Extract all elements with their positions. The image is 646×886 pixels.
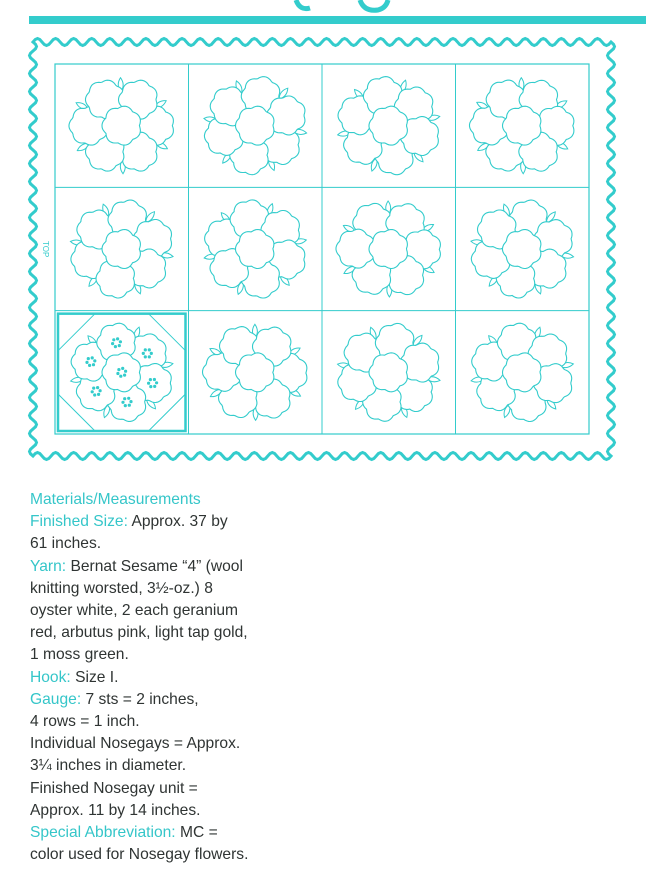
materials-section: [30, 489, 330, 866]
title-glyph-fragment: [290, 0, 410, 14]
flower-center-dot: [117, 368, 120, 371]
special-abbreviation-label: Special Abbreviation:: [30, 824, 176, 842]
flower-center-dot: [99, 389, 102, 392]
flower-center-dot: [148, 348, 151, 351]
special-abbreviation-value-2: color used for Nosegay flowers.: [30, 846, 249, 864]
flower-center-dot: [153, 378, 156, 381]
nosegay-block: [338, 323, 441, 421]
flower-center-dot: [124, 404, 127, 407]
flower-center-dot: [119, 375, 122, 378]
nosegay-block: [471, 200, 574, 298]
flower-center-dot: [127, 397, 130, 400]
nosegay-block: [336, 201, 440, 297]
flower-center-dot: [87, 357, 90, 360]
yarn-value-5: 1 moss green.: [30, 646, 129, 664]
flower-center-dot: [121, 367, 124, 370]
flower-center-dot: [129, 400, 132, 403]
finished-size-label: Finished Size:: [30, 513, 128, 531]
nosegay-block: [203, 324, 307, 420]
gauge-value-2: 4 rows = 1 inch.: [30, 713, 140, 731]
yarn-value-1: Bernat Sesame “4” (wool: [70, 557, 243, 575]
flower-center-dot: [123, 374, 126, 377]
nosegay-line-2: 3¼ inches in diameter.: [30, 757, 187, 775]
flower-center-dot: [149, 385, 152, 388]
flower-center-dot: [93, 393, 96, 396]
special-abbreviation-line: [30, 822, 330, 844]
nosegay-block: [204, 200, 306, 298]
finished-size-value-1: Approx. 37 by: [131, 513, 228, 531]
nosegay-block: [70, 200, 173, 298]
flower-center-dot: [116, 337, 119, 340]
finished-size-value-2: 61 inches.: [30, 535, 102, 553]
materials-heading: Materials/Measurements: [30, 491, 201, 508]
flower-center-dot: [150, 352, 153, 355]
nosegay-block: [58, 314, 186, 431]
flower-center-dot: [93, 359, 96, 362]
flower-center-dot: [114, 345, 117, 348]
gauge-value-1: 7 sts = 2 inches,: [85, 690, 199, 708]
nosegay-line-1: Individual Nosegays = Approx.: [30, 735, 241, 753]
flower-center-dot: [111, 342, 114, 345]
flower-center-dot: [149, 378, 152, 381]
hook-value: Size I.: [75, 668, 119, 686]
flower-center-dot: [153, 385, 156, 388]
flower-center-dot: [96, 386, 99, 389]
gauge-line: [30, 689, 330, 711]
flower-center-dot: [121, 401, 124, 404]
nosegay-block: [338, 77, 440, 175]
flower-center-dot: [92, 363, 95, 366]
top-rule: [29, 16, 646, 24]
flower-center-dot: [118, 344, 121, 347]
flower-center-dot: [88, 364, 91, 367]
yarn-value-2: knitting worsted, 3½-oz.) 8: [30, 579, 213, 597]
flower-center-dot: [85, 361, 88, 364]
flower-center-dot: [144, 348, 147, 351]
yarn-line: [30, 556, 330, 578]
flower-center-dot: [147, 382, 150, 385]
nosegay-block: [471, 323, 573, 421]
flower-center-dot: [155, 381, 158, 384]
hook-label: Hook:: [30, 668, 71, 686]
flower-center-dot: [91, 390, 94, 393]
finished-size-line: [30, 511, 330, 533]
flower-center-dot: [128, 404, 131, 407]
flower-center-dot: [148, 355, 151, 358]
flower-center-dot: [124, 370, 127, 373]
nosegay-block: [470, 78, 574, 174]
yarn-value-4: red, arbutus pink, light tap gold,: [30, 624, 248, 642]
flower-center-dot: [119, 340, 122, 343]
nosegay-blocks: [58, 77, 574, 431]
flower-center-dot: [116, 372, 119, 375]
flower-center-dot: [142, 352, 145, 355]
nosegay-block: [204, 77, 307, 175]
nosegay-block: [69, 78, 173, 174]
yarn-value-3: oyster white, 2 each geranium: [30, 602, 239, 620]
nosegay-line-3: Finished Nosegay unit =: [30, 779, 198, 797]
nosegay-line-4: Approx. 11 by 14 inches.: [30, 801, 201, 819]
yarn-label: Yarn:: [30, 557, 67, 575]
afghan-diagram: [27, 36, 617, 462]
hook-line: [30, 667, 330, 689]
gauge-label: Gauge:: [30, 690, 82, 708]
flower-center-dot: [91, 356, 94, 359]
special-abbreviation-value-1: MC =: [179, 824, 218, 842]
top-label: TOP: [41, 241, 50, 258]
flower-center-dot: [92, 387, 95, 390]
flower-center-dot: [97, 393, 100, 396]
flower-center-dot: [123, 397, 126, 400]
flower-center-dot: [112, 338, 115, 341]
flower-center-dot: [144, 355, 147, 358]
